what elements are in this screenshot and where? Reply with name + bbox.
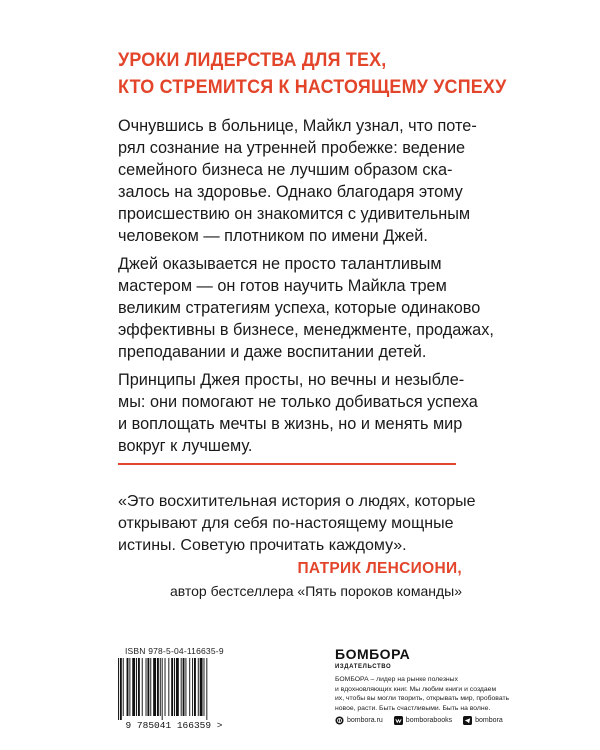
description-line: их, чтобы вы могли творить, открывать мир, пробовать bbox=[335, 695, 510, 702]
social-link-website[interactable] bbox=[335, 716, 383, 725]
paragraph-line: Очнувшись в больнице, Майкл узнал, что поте- bbox=[118, 117, 477, 135]
description-line: БОМБОРА – лидер на рынке полезных bbox=[335, 676, 458, 683]
quote-line: открывают для себя по-настоящему мощные bbox=[118, 515, 454, 532]
paragraph-1 bbox=[118, 115, 490, 247]
description-line: и вдохновляющих книг. Мы любим книги и создаем bbox=[335, 685, 497, 693]
social-links bbox=[335, 714, 503, 726]
quote-author-name: ПАТРИК ЛЕНСИОНИ, bbox=[297, 560, 462, 577]
social-label: bombora.ru bbox=[347, 716, 383, 724]
publisher-description bbox=[335, 675, 510, 713]
isbn-label: ISBN 978-5-04-116635-9 bbox=[125, 646, 224, 656]
paragraph-3 bbox=[118, 369, 490, 457]
headline bbox=[118, 47, 507, 101]
paragraph-2 bbox=[118, 253, 494, 363]
paragraph-line: преподавании и даже воспитании детей. bbox=[118, 343, 427, 361]
quote-line: «Это восхитительная история о людях, которые bbox=[118, 493, 476, 510]
social-label: bombora bbox=[475, 716, 503, 724]
social-link-telegram[interactable] bbox=[463, 716, 503, 725]
isbn-barcode bbox=[114, 658, 234, 730]
paragraph-line: и воплощать мечты в жизнь, но и менять мир bbox=[118, 415, 463, 433]
social-label: bomborabooks bbox=[405, 716, 453, 724]
paragraph-line: рял сознание на утренней пробежке: ведение bbox=[118, 139, 466, 157]
divider-line bbox=[118, 463, 456, 465]
telegram-icon bbox=[463, 716, 472, 725]
barcode-digits: 9 785041 166359 > bbox=[125, 720, 223, 730]
paragraph-line: мастером — он готов научить Майкла трем bbox=[118, 277, 447, 295]
headline-line: КТО СТРЕМИТСЯ К НАСТОЯЩЕМУ УСПЕХУ bbox=[118, 76, 507, 98]
headline-line: УРОКИ ЛИДЕРСТВА ДЛЯ ТЕХ, bbox=[118, 49, 387, 71]
paragraph-line: происшествию он знакомится с удивительным bbox=[118, 205, 471, 223]
globe-icon bbox=[335, 716, 344, 725]
paragraph-line: Принципы Джея просты, но вечны и незыбле- bbox=[118, 371, 465, 389]
review-quote bbox=[118, 491, 498, 557]
paragraph-line: Джей оказывается не просто талантливым bbox=[118, 255, 442, 273]
paragraph-line: эффективны в бизнесе, менеджменте, продажах, bbox=[118, 321, 494, 339]
social-link-vk[interactable] bbox=[394, 716, 452, 725]
paragraph-line: великим стратегиям успеха, которые одинаково bbox=[118, 299, 481, 317]
publisher-logo: БОМБОРА bbox=[335, 646, 411, 662]
publisher-subtitle: ИЗДАТЕЛЬСТВО bbox=[335, 664, 392, 670]
description-line: новое, расти. Быть счастливыми. Быть на волне. bbox=[335, 704, 491, 712]
quote-line: истины. Советую прочитать каждому». bbox=[118, 537, 407, 554]
paragraph-line: залось на здоровье. Однако благодаря этому bbox=[118, 183, 463, 201]
paragraph-line: семейного бизнеса не лучшим образом ска- bbox=[118, 161, 453, 179]
paragraph-line: вокруг к лучшему. bbox=[118, 437, 253, 455]
paragraph-line: мы: они помогают не только добиваться успеха bbox=[118, 393, 478, 411]
quote-author-title: автор бестселлера «Пять пороков команды» bbox=[169, 583, 462, 599]
vk-icon bbox=[394, 716, 403, 725]
paragraph-line: человеком — плотником по имени Джей. bbox=[118, 227, 428, 245]
